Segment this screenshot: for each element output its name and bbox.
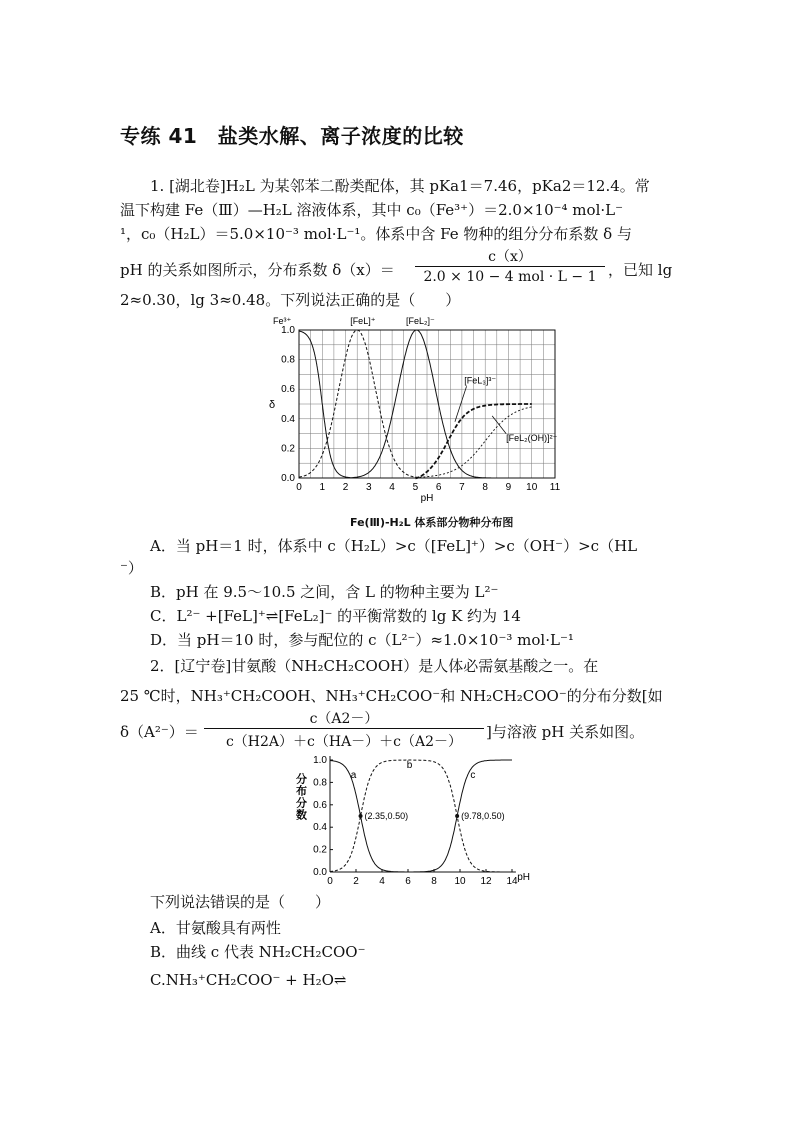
x-tick-label: 10 — [454, 876, 466, 887]
x-tick-label: 12 — [480, 876, 492, 887]
x-tick-label: 7 — [459, 482, 465, 493]
q1-line-1: 1. [湖北卷]H₂L 为某邻苯二酚类配体，其 pKa1＝7.46，pKa2＝12.4。常 — [150, 177, 650, 195]
label-fel2oh: [FeL₂(OH)]²⁻ — [506, 433, 558, 443]
y-tick-label: 0.4 — [281, 413, 295, 425]
q1-option-a-cont: ⁻） — [120, 559, 143, 577]
q2-line-2: 25 ℃时，NH₃⁺CH₂COOH、NH₃⁺CH₂COO⁻和 NH₂CH₂COO⁻的分布分数[如 — [120, 687, 663, 705]
data-point — [359, 814, 363, 818]
y-tick-label: 0.8 — [281, 354, 295, 366]
x-tick-label: 5 — [412, 482, 419, 493]
y-tick-label: 0.8 — [313, 777, 327, 789]
y-axis-label-char: 分 — [296, 773, 307, 786]
x-tick-label: 0 — [296, 482, 302, 493]
q1-option-c: C．L²⁻ +[FeL]⁺⇌[FeL₂]⁻ 的平衡常数的 lg K 约为 14 — [150, 607, 521, 625]
data-point — [455, 814, 459, 818]
data-point-label: (9.78,0.50) — [461, 811, 505, 821]
y-axis-label-char: 分 — [296, 797, 307, 810]
fig1-caption: Fe(Ⅲ)-H₂L 体系部分物种分布图 — [350, 516, 514, 529]
curve-c-label: c — [470, 769, 476, 781]
q1-line-4a: pH 的关系如图所示，分布系数 δ（x）＝ — [120, 261, 395, 279]
curve-b-label: b — [406, 759, 413, 771]
page-title: 专练 41 盐类水解、离子浓度的比较 — [120, 124, 464, 148]
label-fe3: Fe³⁺ — [273, 316, 292, 326]
q2-line-1: 2．[辽宁卷]甘氨酸（NH₂CH₂COOH）是人体必需氨基酸之一。在 — [150, 657, 599, 675]
q2-line-3a: δ（A²⁻）＝ — [120, 723, 199, 741]
label-fel: [FeL]⁺ — [350, 316, 376, 326]
x-axis-label: pH — [420, 493, 434, 504]
y-tick-label: 1.0 — [313, 755, 327, 766]
q2-option-a: A．甘氨酸具有两性 — [150, 919, 281, 937]
fig1-chart — [265, 312, 565, 522]
q2-fraction — [204, 708, 484, 751]
y-tick-label: 0.4 — [313, 822, 327, 834]
x-tick-label: 10 — [526, 482, 538, 493]
label-fel2: [FeL₂]⁻ — [406, 316, 435, 326]
q2-frac-den: c（H2A）＋c（HA－）＋c（A2－） — [204, 728, 484, 751]
q1-option-b: B．pH 在 9.5～10.5 之间，含 L 的物种主要为 L²⁻ — [150, 583, 499, 601]
q1-line-2: 温下构建 Fe（Ⅲ）—H₂L 溶液体系，其中 c₀（Fe³⁺）＝2.0×10⁻⁴ mol·L⁻ — [120, 201, 624, 219]
y-axis-label-char: 布 — [296, 785, 307, 798]
x-tick-label: 1 — [319, 482, 326, 493]
q1-option-a: A．当 pH＝1 时，体系中 c（H₂L）>c（[FeL]⁺）>c（OH⁻）>c（HL — [150, 537, 638, 555]
q2-ask: 下列说法错误的是（ ） — [150, 893, 331, 911]
q1-frac-num: c（x） — [488, 249, 532, 265]
x-tick-label: 3 — [366, 482, 372, 493]
q1-frac-den: 2.0 × 10 − 4 mol · L − 1 — [415, 266, 605, 285]
q1-fraction — [415, 246, 605, 285]
y-tick-label: 0.6 — [281, 384, 295, 396]
label-fel3: [FeL₃]³⁻ — [464, 375, 497, 386]
arrow-fel2oh — [492, 416, 506, 434]
x-tick-label: 8 — [482, 482, 488, 493]
q1-line-5: 2≈0.30，lg 3≈0.48。下列说法正确的是（ ） — [120, 291, 461, 309]
x-axis-label: pH — [517, 872, 530, 883]
x-tick-label: 11 — [549, 482, 561, 493]
x-tick-label: 14 — [506, 876, 518, 887]
fig2-chart — [290, 752, 550, 892]
q2-option-b: B．曲线 c 代表 NH₂CH₂COO⁻ — [150, 943, 366, 961]
x-tick-label: 6 — [405, 876, 411, 887]
y-tick-label: 0.2 — [313, 844, 327, 856]
q2-option-c: C.NH₃⁺CH₂COO⁻ + H₂O⇌ — [150, 971, 347, 989]
x-tick-label: 2 — [353, 876, 359, 887]
x-tick-label: 6 — [435, 482, 442, 493]
series-fe3-line — [299, 331, 350, 478]
data-point-label: (2.35,0.50) — [364, 811, 409, 821]
q1-line-3: ¹，c₀（H₂L）＝5.0×10⁻³ mol·L⁻¹。体系中含 Fe 物种的组分分布系数 δ 与 — [120, 225, 632, 243]
y-axis-label-char: 数 — [296, 809, 307, 822]
q2-line-3b: ]与溶液 pH 关系如图。 — [486, 723, 645, 741]
q1-line-4b: ，已知 lg — [608, 261, 673, 279]
x-tick-label: 9 — [505, 482, 512, 493]
y-axis-label: δ — [269, 399, 276, 411]
x-tick-label: 4 — [389, 482, 395, 493]
y-tick-label: 0.2 — [281, 443, 295, 455]
q2-frac-num: c（A2－） — [309, 711, 379, 727]
y-tick-label: 1.0 — [281, 325, 295, 336]
y-tick-label: 0.0 — [281, 473, 295, 484]
x-tick-label: 0 — [327, 876, 333, 887]
x-tick-label: 4 — [379, 876, 385, 887]
y-tick-label: 0.6 — [313, 799, 327, 811]
x-tick-label: 2 — [342, 482, 349, 493]
curve-a-label: a — [350, 769, 357, 781]
x-tick-label: 8 — [431, 876, 437, 887]
q1-option-d: D．当 pH＝10 时，参与配位的 c（L²⁻）≈1.0×10⁻³ mol·L⁻¹ — [150, 631, 574, 649]
y-tick-label: 0.0 — [313, 867, 327, 878]
